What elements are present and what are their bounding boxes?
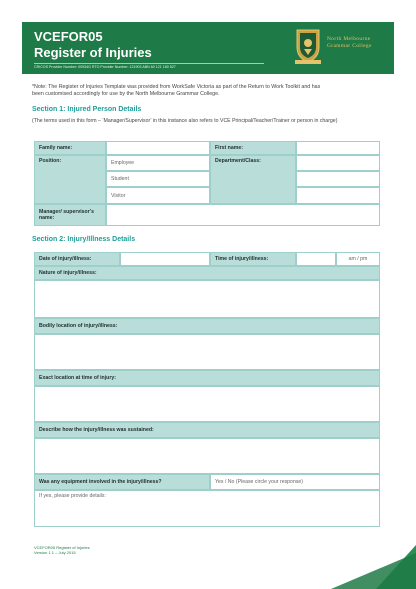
first-name-field[interactable] — [296, 141, 380, 155]
family-name-field[interactable] — [106, 141, 210, 155]
equipment-yes-no-field[interactable]: Yes / No (Please circle your response) — [210, 474, 380, 490]
family-name-label: Family name: — [34, 141, 106, 155]
exact-location-label: Exact location at time of injury: — [34, 370, 380, 386]
nature-of-injury-label: Nature of injury/illness: — [34, 266, 380, 280]
am-pm-selector[interactable]: am / pm — [336, 252, 380, 266]
form-title: Register of Injuries — [34, 45, 152, 60]
position-student[interactable]: Student — [106, 171, 210, 187]
school-name: North Melbourne Grammar College — [327, 36, 372, 49]
equipment-involved-label: Was any equipment involved in the injury/illness? — [34, 474, 210, 490]
injured-person-table — [34, 141, 380, 226]
date-of-injury-field[interactable] — [120, 252, 210, 266]
header-divider — [34, 63, 264, 64]
describe-injury-label: Describe how the injury/illness was sustained: — [34, 422, 380, 438]
date-of-injury-label: Date of injury/illness: — [34, 252, 120, 266]
describe-injury-field[interactable] — [34, 438, 380, 474]
exact-location-field[interactable] — [34, 386, 380, 422]
bodily-location-field[interactable] — [34, 334, 380, 370]
position-label: Position: — [34, 155, 106, 204]
section2-heading: Section 2: Injury/Illness Details — [32, 236, 136, 243]
manager-name-field[interactable] — [106, 204, 380, 226]
department-label: Department/Class: — [210, 155, 296, 204]
position-visitor[interactable]: Visitor — [106, 187, 210, 204]
manager-name-label: Manager/ supervisor’s name: — [34, 204, 106, 226]
time-of-injury-field[interactable] — [296, 252, 336, 266]
footer-version: VCEFOR05 Register of Injuries Version 1.1 – July 2015 — [34, 545, 90, 555]
department-field-1[interactable] — [296, 155, 380, 171]
department-field-2[interactable] — [296, 171, 380, 187]
header-banner — [22, 22, 394, 74]
worksafe-note: *Note: The Register of Injuries Template was provided from WorkSafe Victoria as part of the Return to Work Toolkit and has been customised accordingly for use by the North Melbourne Grammar College. — [32, 84, 321, 97]
school-crest-icon — [294, 27, 322, 65]
section1-intro: (The terms used in this form – ‘Manager/Supervisor’ in this instance also refers to VCE Principal/Teacher/Trainer or person in charge) — [32, 118, 338, 124]
department-field-3[interactable] — [296, 187, 380, 204]
equipment-details-field[interactable]: If yes, please provide details: — [34, 490, 380, 527]
form-code: VCEFOR05 — [34, 29, 103, 44]
bodily-location-label: Bodily location of injury/illness: — [34, 318, 380, 334]
nature-of-injury-field[interactable] — [34, 280, 380, 318]
time-of-injury-label: Time of injury/illness: — [210, 252, 296, 266]
position-employee[interactable]: Employee — [106, 155, 210, 171]
provider-numbers: CRICOS Provider Number: 00934G RTO Provider Number: 121903 ABN 60 121 180 527 — [34, 65, 176, 69]
section1-heading: Section 1: Injured Person Details — [32, 106, 142, 113]
injury-details-table — [34, 252, 380, 527]
first-name-label: First name: — [210, 141, 296, 155]
corner-decoration — [276, 545, 416, 589]
